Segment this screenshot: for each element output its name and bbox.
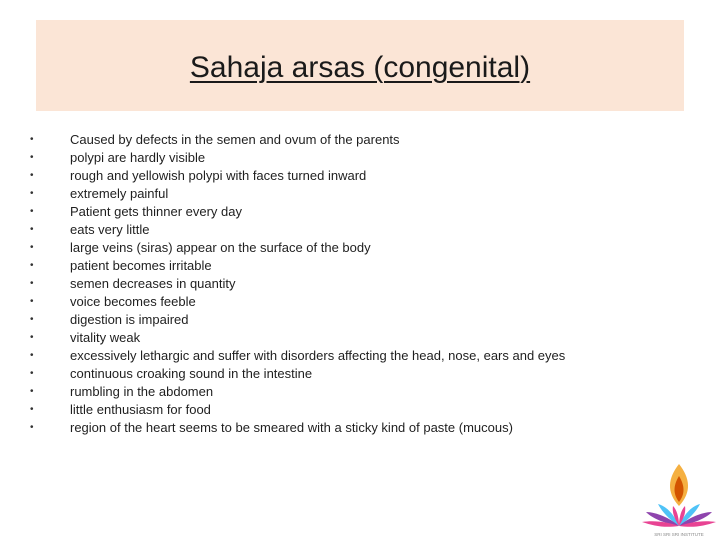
bullet-marker: • [30,133,34,145]
diya-logo-icon [640,462,718,538]
slide-title: Sahaja arsas (congenital) [189,50,531,84]
list-item [30,292,700,310]
bullet-marker: • [30,205,34,217]
bullet-text: eats very little [70,221,150,237]
bullet-marker: • [30,385,34,397]
bullet-marker: • [30,421,34,433]
bullet-marker: • [30,259,34,271]
list-item [30,328,700,346]
bullet-marker: • [30,169,34,181]
bullet-text: vitality weak [70,329,141,345]
list-item [30,274,700,292]
bullet-marker: • [30,313,34,325]
bullet-marker: • [30,295,34,307]
list-item [30,364,700,382]
bullet-text: voice becomes feeble [70,293,196,309]
bullet-text: semen decreases in quantity [70,275,236,291]
bullet-text: patient becomes irritable [70,257,212,273]
list-item [30,202,700,220]
bullet-text: large veins (siras) appear on the surface of the body [70,239,371,255]
list-item [30,400,700,418]
bullet-text: little enthusiasm for food [70,401,211,417]
bullet-text: Caused by defects in the semen and ovum of the parents [70,131,400,147]
bullet-text: rumbling in the abdomen [70,383,214,399]
list-item [30,256,700,274]
list-item [30,418,700,436]
list-item [30,382,700,400]
bullet-text: polypi are hardly visible [70,149,206,165]
bullet-list [30,130,700,436]
title-band [36,20,684,111]
list-item [30,148,700,166]
bullet-marker: • [30,277,34,289]
list-item [30,130,700,148]
bullet-marker: • [30,223,34,235]
bullet-text: continuous croaking sound in the intestine [70,365,313,381]
bullet-text: region of the heart seems to be smeared with a sticky kind of paste (mucous) [70,419,513,435]
bullet-marker: • [30,331,34,343]
list-item [30,346,700,364]
bullet-text: extremely painful [70,185,169,201]
bullet-marker: • [30,151,34,163]
list-item [30,184,700,202]
bullet-marker: • [30,349,34,361]
list-item [30,310,700,328]
bullet-marker: • [30,367,34,379]
list-item [30,238,700,256]
bullet-text: digestion is impaired [70,311,189,327]
bullet-marker: • [30,187,34,199]
bullet-marker: • [30,403,34,415]
bullet-text: Patient gets thinner every day [70,203,242,219]
bullet-marker: • [30,241,34,253]
logo-caption: SRI SRI SRI INSTITUTE [654,532,704,537]
bullet-text: rough and yellowish polypi with faces turned inward [70,167,367,183]
list-item [30,166,700,184]
bullet-text: excessively lethargic and suffer with disorders affecting the head, nose, ears and eyes [70,347,566,363]
list-item [30,220,700,238]
